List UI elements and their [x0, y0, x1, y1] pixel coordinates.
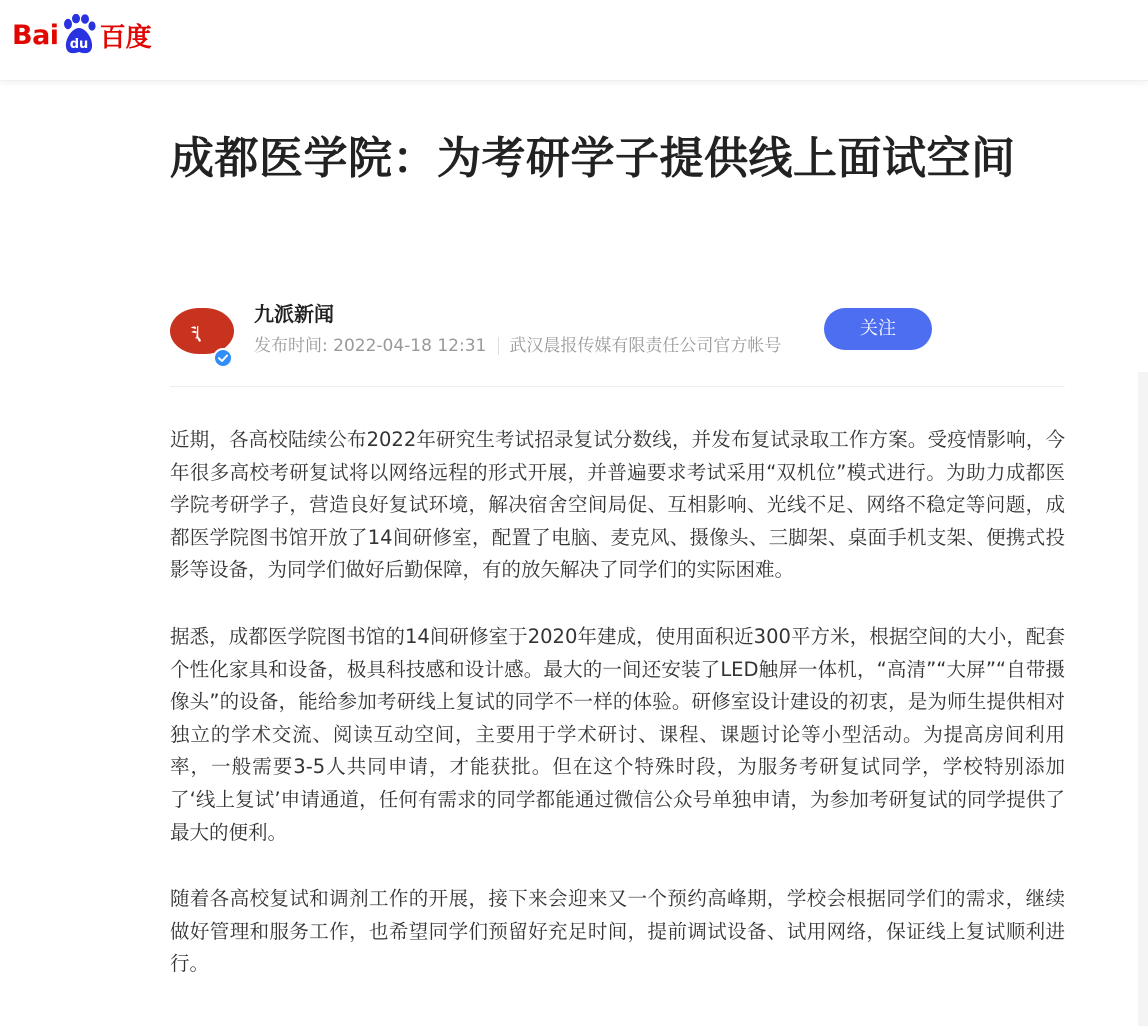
author-row	[170, 300, 1065, 368]
right-edge-strip	[1138, 372, 1148, 1026]
paragraph: 近期，各高校陆续公布2022年研究生考试招录复试分数线，并发布复试录取工作方案。受疫情影响，今年很多高校考研复试将以网络远程的形式开展，并普遍要求考试采用“双机位”模式进行。为助力成都医学院考研学子，营造良好复试环境，解决宿舍空间局促、互相影响、光线不足、网络不稳定等问题，成都医学院图书馆开放了14间研修室，配置了电脑、麦克风、摄像头、三脚架、桌面手机支架、便携式投影等设备，为同学们做好后勤保障，有的放矢解决了同学们的实际困难。	[170, 428, 1065, 582]
logo-chinese: 百度	[99, 22, 152, 53]
article-body	[170, 424, 1065, 1015]
logo-latin: Bai	[12, 19, 59, 51]
author-name[interactable]: 九派新闻	[254, 302, 334, 326]
follow-button[interactable]: 关注	[824, 308, 932, 350]
publish-time: 发布时间: 2022-04-18 12:31	[254, 336, 487, 356]
avatar-logo-mark: 氵	[188, 318, 215, 346]
author-meta	[254, 334, 781, 358]
paragraph: 随着各高校复试和调剂工作的开展，接下来会迎来又一个预约高峰期，学校会根据同学们的需求，继续做好管理和服务工作，也希望同学们预留好充足时间，提前调试设备、试用网络，保证线上复试顺利进行。	[170, 887, 1065, 976]
paw-icon-svg	[60, 14, 98, 56]
logo-paw-text: du	[69, 37, 88, 52]
check-icon	[215, 350, 231, 366]
meta-divider	[498, 337, 499, 355]
account-description: 武汉晨报传媒有限责任公司官方帐号	[509, 336, 782, 356]
paragraph: 据悉，成都医学院图书馆的14间研修室于2020年建成，使用面积近300平方米，根据空间的大小，配套个性化家具和设备，极具科技感和设计感。最大的一间还安装了LED触屏一体机，“高清”“大屏”“自带摄像头”的设备，能给参加考研线上复试的同学不一样的体验。研修室设计建设的初衷，是为师生提供相对独立的学术交流、阅读互动空间，主要用于学术研讨、课程、课题讨论等小型活动。为提高房间利用率，一般需要3-5人共同申请，才能获批。但在这个特殊时段，为服务考研复试同学，学校特别添加了‘线上复试’申请通道，任何有需求的同学都能通过微信公众号单独申请，为参加考研复试的同学提供了最大的便利。	[170, 624, 1065, 844]
author-avatar[interactable]	[170, 308, 234, 354]
paw-icon	[60, 14, 98, 56]
top-bar	[0, 0, 1148, 81]
verified-badge-icon	[213, 348, 233, 368]
baidu-logo[interactable]	[12, 10, 152, 60]
article-title: 成都医学院：为考研学子提供线上面试空间	[170, 133, 1016, 184]
article	[170, 128, 1065, 976]
divider	[170, 386, 1065, 387]
